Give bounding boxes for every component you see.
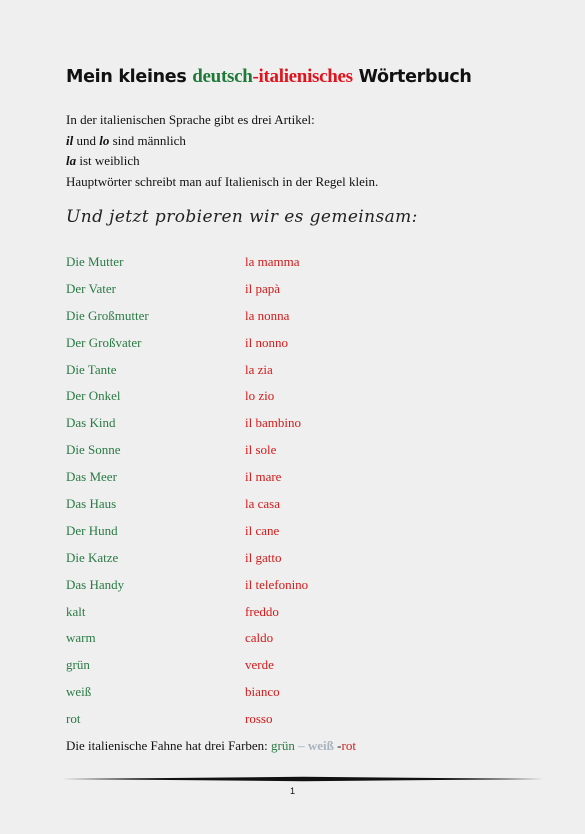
vocab-row bbox=[66, 469, 366, 496]
vocab-row bbox=[66, 496, 366, 523]
german-word: Das Handy bbox=[66, 576, 125, 592]
vocab-row bbox=[66, 657, 366, 684]
flag-dash-1: – bbox=[294, 738, 308, 753]
article-la: la bbox=[66, 153, 77, 168]
vocab-row bbox=[66, 335, 366, 362]
intro-und: und bbox=[73, 132, 100, 148]
flag-red-word: rot bbox=[341, 738, 356, 753]
german-word: Die Sonne bbox=[66, 442, 121, 458]
italian-word: rosso bbox=[245, 711, 273, 727]
italian-word: la casa bbox=[245, 496, 281, 512]
vocab-row bbox=[66, 684, 366, 711]
italian-word: il bambino bbox=[245, 415, 301, 431]
vocabulary-list bbox=[66, 254, 366, 738]
german-word: kalt bbox=[66, 603, 86, 619]
intro-line-1: In der italienischen Sprache gibt es drei Artikel: bbox=[66, 112, 315, 127]
vocab-row bbox=[66, 362, 366, 389]
german-word: Der Großvater bbox=[66, 334, 142, 350]
vocab-row bbox=[66, 308, 366, 335]
intro-line-4: Hauptwörter schreibt man auf Italienisch in der Regel klein. bbox=[66, 173, 379, 189]
german-word: Das Meer bbox=[66, 469, 117, 485]
italian-word: il gatto bbox=[245, 549, 282, 565]
german-word: Das Haus bbox=[66, 496, 117, 512]
german-word: Das Kind bbox=[66, 415, 116, 431]
italian-word: il sole bbox=[245, 442, 277, 458]
footer-divider bbox=[62, 776, 544, 782]
intro-line-2 bbox=[66, 131, 378, 152]
italian-word: il mare bbox=[245, 469, 282, 485]
vocab-row bbox=[66, 523, 366, 550]
german-word: Der Hund bbox=[66, 522, 118, 538]
title-german-word: deutsch bbox=[192, 66, 253, 87]
article-lo: lo bbox=[99, 132, 110, 148]
flag-white-word: weiß bbox=[307, 738, 334, 753]
vocab-row bbox=[66, 604, 366, 631]
flag-prefix: Die italienische Fahne hat drei Farben: bbox=[66, 738, 272, 753]
italian-word: la nonna bbox=[245, 307, 290, 323]
flag-dash-2: - bbox=[333, 738, 342, 753]
section-subtitle: Und jetzt probieren wir es gemeinsam: bbox=[66, 207, 418, 227]
german-word: rot bbox=[66, 711, 81, 727]
vocab-row bbox=[66, 577, 366, 604]
german-word: Die Mutter bbox=[66, 254, 124, 269]
article-il: il bbox=[66, 132, 74, 148]
german-word: weiß bbox=[66, 684, 92, 700]
vocab-row bbox=[66, 550, 366, 577]
title-part1: Mein kleines bbox=[66, 67, 193, 87]
german-word: Der Onkel bbox=[66, 388, 121, 404]
italian-word: la zia bbox=[245, 361, 273, 377]
german-word: Die Tante bbox=[66, 361, 117, 377]
italian-word: il nonno bbox=[245, 334, 288, 350]
italian-word: freddo bbox=[245, 603, 279, 619]
vocab-row bbox=[66, 711, 366, 738]
vocab-row bbox=[66, 254, 366, 281]
flag-sentence bbox=[66, 738, 356, 754]
german-word: Der Vater bbox=[66, 280, 116, 296]
italian-word: il telefonino bbox=[245, 576, 309, 592]
italian-word: caldo bbox=[245, 630, 274, 646]
vocab-row bbox=[66, 415, 366, 442]
italian-word: bianco bbox=[245, 684, 280, 700]
italian-word: il cane bbox=[245, 522, 280, 538]
italian-word: il papà bbox=[245, 280, 281, 296]
intro-paragraph bbox=[66, 110, 378, 192]
german-word: warm bbox=[66, 630, 96, 646]
page-number: 1 bbox=[289, 786, 295, 796]
vocab-row bbox=[66, 281, 366, 308]
german-word: Die Großmutter bbox=[66, 307, 149, 323]
german-word: Die Katze bbox=[66, 549, 119, 565]
german-word: grün bbox=[66, 657, 90, 673]
intro-feminine-text: ist weiblich bbox=[76, 153, 140, 168]
title-italian-word: italienisches bbox=[258, 66, 353, 87]
title-part4: Wörterbuch bbox=[352, 67, 472, 87]
title-dash: - bbox=[252, 66, 259, 87]
italian-word: la mamma bbox=[245, 254, 300, 269]
intro-masculine-text: sind männlich bbox=[109, 132, 186, 148]
page-title bbox=[66, 66, 472, 88]
intro-line-3 bbox=[66, 151, 378, 172]
flag-green-word: grün bbox=[271, 738, 295, 753]
italian-word: lo zio bbox=[245, 388, 275, 404]
vocab-row bbox=[66, 442, 366, 469]
italian-word: verde bbox=[245, 657, 274, 673]
vocab-row bbox=[66, 630, 366, 657]
vocab-row bbox=[66, 388, 366, 415]
